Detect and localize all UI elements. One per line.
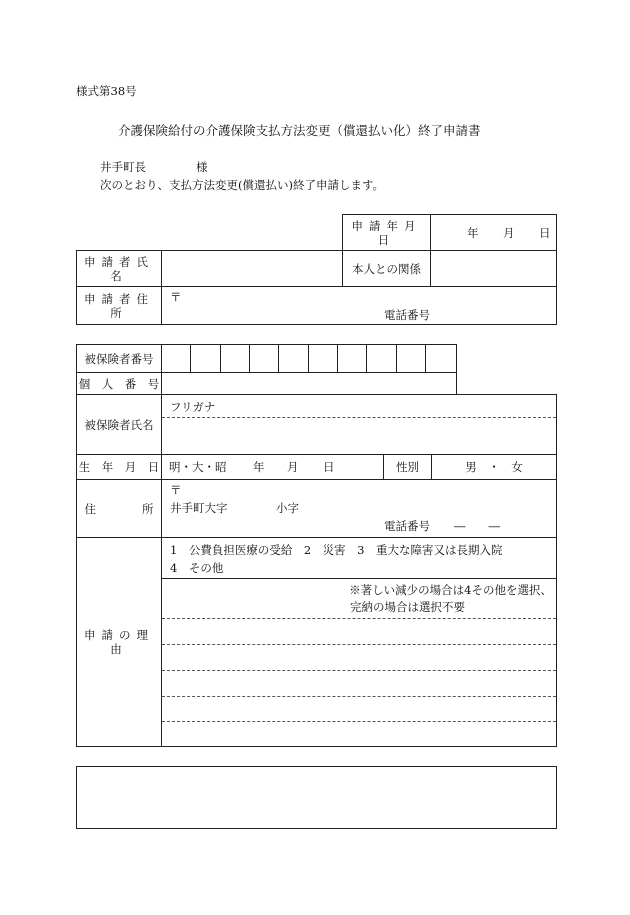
office-use-box (76, 766, 557, 829)
application-date-field[interactable] (431, 215, 557, 251)
applicant-table (76, 250, 557, 325)
relation-field[interactable] (431, 251, 557, 287)
reason-line (162, 721, 556, 722)
insured-address-field[interactable] (162, 480, 557, 538)
insured-number-digit[interactable] (162, 345, 191, 373)
reason-options-line2: 4 その他 (170, 561, 224, 575)
insured-number-digit[interactable] (367, 345, 397, 373)
reason-line (162, 618, 556, 619)
insured-phone-label: 電話番号 (384, 519, 430, 533)
insured-number-digit[interactable] (309, 345, 338, 373)
reason-label: 申請の理由 (77, 538, 162, 747)
insured-number-label: 被保険者番号 (77, 345, 162, 373)
reason-line (162, 696, 556, 697)
furigana-divider (162, 417, 556, 418)
intro-text: 次のとおり、支払方法変更(償還払い)終了申請します。 (100, 178, 385, 192)
sex-options[interactable]: 男 ・ 女 (432, 455, 557, 480)
birth-date-label: 生 年 月 日 (77, 455, 162, 480)
date-day-label: 日 (539, 225, 551, 240)
applicant-postal-mark: 〒 (170, 290, 182, 304)
addressee-suffix: 様 (196, 160, 208, 174)
reason-line (162, 670, 556, 671)
birth-date-field[interactable] (162, 455, 384, 480)
insured-number-table (76, 344, 457, 395)
insured-number-digit[interactable] (426, 345, 457, 373)
application-date-table (342, 214, 557, 251)
insured-address-label: 住 所 (77, 480, 162, 538)
insured-number-digit[interactable] (397, 345, 426, 373)
insured-name-label: 被保険者氏名 (77, 395, 162, 455)
applicant-address-label: 申請者住所 (77, 287, 162, 325)
form-number: 様式第38号 (76, 84, 137, 98)
furigana-label: フリガナ (170, 400, 216, 414)
insured-name-field[interactable] (162, 395, 557, 455)
addressee-name: 井手町長 (100, 160, 146, 174)
applicant-name-label: 申請者氏名 (77, 251, 162, 287)
reason-options-line1: 1 公費負担医療の受給 2 災害 3 重大な障害又は長期入院 (170, 543, 503, 557)
reason-note-line1: ※著しい減少の場合は4その他を選択、 (349, 583, 553, 597)
insured-number-digit[interactable] (338, 345, 367, 373)
insured-details-table (76, 394, 557, 747)
insured-number-digit[interactable] (191, 345, 221, 373)
personal-number-field[interactable] (162, 373, 457, 395)
personal-number-label: 個 人 番 号 (77, 373, 162, 395)
date-month-label: 月 (503, 225, 515, 240)
applicant-name-field[interactable] (162, 251, 343, 287)
reason-divider (162, 578, 556, 579)
reason-field[interactable] (162, 538, 557, 747)
birth-year-label: 年 (253, 460, 265, 474)
page-title: 介護保険給付の介護保険支払方法変更（償還払い化）終了申請書 (118, 123, 481, 138)
applicant-phone-label: 電話番号 (384, 308, 430, 322)
reason-line (162, 644, 556, 645)
birth-day-label: 日 (323, 460, 335, 474)
reason-note-line2: 完納の場合は選択不要 (350, 600, 465, 614)
relation-label: 本人との関係 (343, 251, 431, 287)
insured-number-digit[interactable] (279, 345, 309, 373)
koaza-label: 小字 (276, 501, 299, 515)
applicant-address-field[interactable] (162, 287, 557, 325)
town-label: 井手町大字 (170, 501, 228, 515)
insured-phone-separators: ― ― (454, 519, 500, 533)
sex-label: 性別 (384, 455, 432, 480)
birth-month-label: 月 (287, 460, 299, 474)
application-date-label: 申請年月日 (343, 215, 431, 251)
insured-number-digit[interactable] (221, 345, 250, 373)
insured-number-digit[interactable] (250, 345, 279, 373)
date-year-label: 年 (467, 225, 479, 240)
birth-eras: 明・大・昭 (169, 460, 227, 474)
insured-postal-mark: 〒 (170, 483, 182, 497)
